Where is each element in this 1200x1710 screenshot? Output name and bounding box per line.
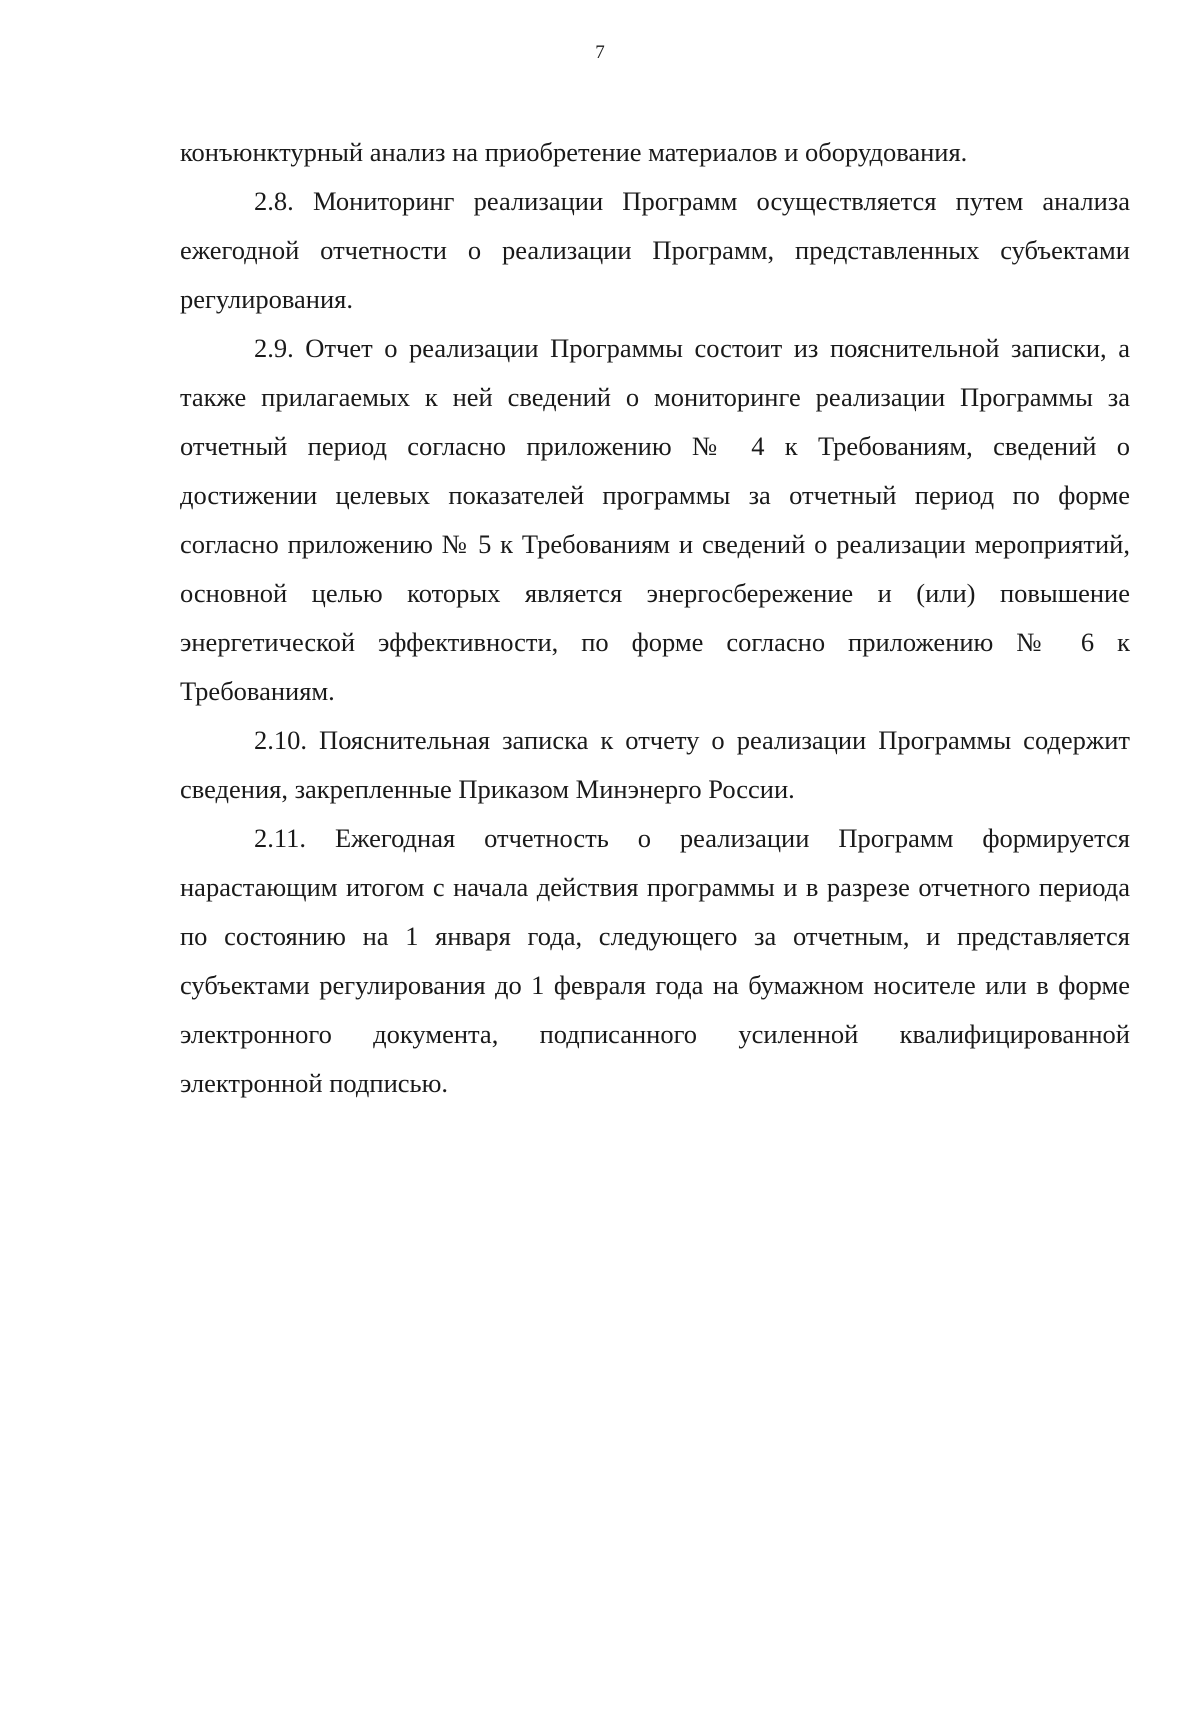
paragraph-2-10: 2.10. Пояснительная записка к отчету о реализации Программы содержит сведения, закрепленные Приказом Минэнерго России. (180, 725, 1130, 804)
document-body (180, 128, 1130, 1108)
paragraph-continuation: конъюнктурный анализ на приобретение материалов и оборудования. (180, 137, 968, 167)
page-number: 7 (595, 42, 605, 63)
paragraph-2-11: 2.11. Ежегодная отчетность о реализации Программ формируется нарастающим итогом с начала действия программы и в разрезе отчетного периода по состоянию на 1 января года, следующего за отчетным, и представляется субъектами регулирования до 1 февраля года на бумажном носителе или в форме электронного документа, подписанного усиленной квалифицированной электронной подписью. (180, 823, 1130, 1098)
paragraph-2-8: 2.8. Мониторинг реализации Программ осуществляется путем анализа ежегодной отчетности о реализации Программ, представленных субъектами регулирования. (180, 186, 1130, 314)
paragraph-2-9: 2.9. Отчет о реализации Программы состоит из пояснительной записки, а также прилагаемых к ней сведений о мониторинге реализации Программы за отчетный период согласно приложению № 4 к Требованиям, сведений о достижении целевых показателей программы за отчетный период по форме согласно приложению № 5 к Требованиям и сведений о реализации мероприятий, основной целью которых является энергосбережение и (или) повышение энергетической эффективности, по форме согласно приложению № 6 к Требованиям. (180, 333, 1130, 706)
